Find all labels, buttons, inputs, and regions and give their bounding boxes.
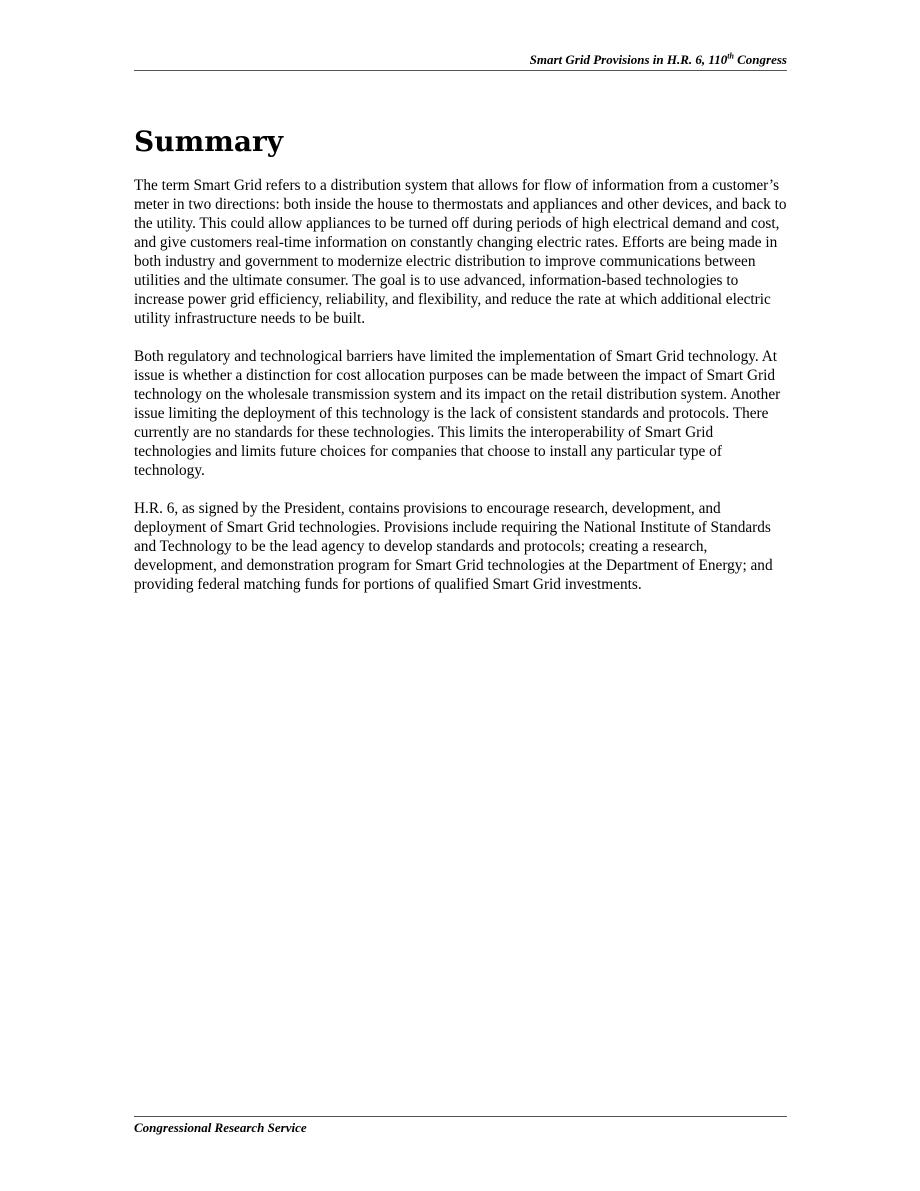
running-title-tail: Congress [733,52,787,67]
running-title-main: Smart Grid Provisions in H.R. 6, 110 [529,52,728,67]
running-title-superscript: th [727,51,734,61]
paragraph-provisions: H.R. 6, as signed by the President, contains provisions to encourage research, development, and deployment of Smart Grid technologies. Provisions include requiring the National Institute of Standards and Technology to be the lead agency to develop standards and protocols; creating a research, development, and demonstration program for Smart Grid technologies at the Department of Energy; and providing federal matching funds for portions of qualified Smart Grid investments. [134,500,773,593]
running-header [134,52,787,71]
summary-body [134,176,787,613]
section-title: Summary [134,125,283,158]
page-footer: Congressional Research Service [134,1116,787,1136]
paragraph-definition: The term Smart Grid refers to a distribution system that allows for flow of information from a customer’s meter in two directions: both inside the house to thermostats and appliances and other devices, and back to the utility. This could allow appliances to be turned off during periods of high electrical demand and cost, and give customers real-time information on constantly changing electric rates. Efforts are being made in both industry and government to modernize electric distribution to improve communications between utilities and the ultimate consumer. The goal is to use advanced, information-based technologies to increase power grid efficiency, reliability, and flexibility, and reduce the rate at which additional electric utility infrastructure needs to be built. [134,177,787,327]
paragraph-barriers: Both regulatory and technological barriers have limited the implementation of Smart Grid technology. At issue is whether a distinction for cost allocation purposes can be made between the impact of Smart Grid technology on the wholesale transmission system and its impact on the retail distribution system. Another issue limiting the deployment of this technology is the lack of consistent standards and protocols. There currently are no standards for these technologies. This limits the interoperability of Smart Grid technologies and limits future choices for companies that choose to install any particular type of technology. [134,348,781,479]
